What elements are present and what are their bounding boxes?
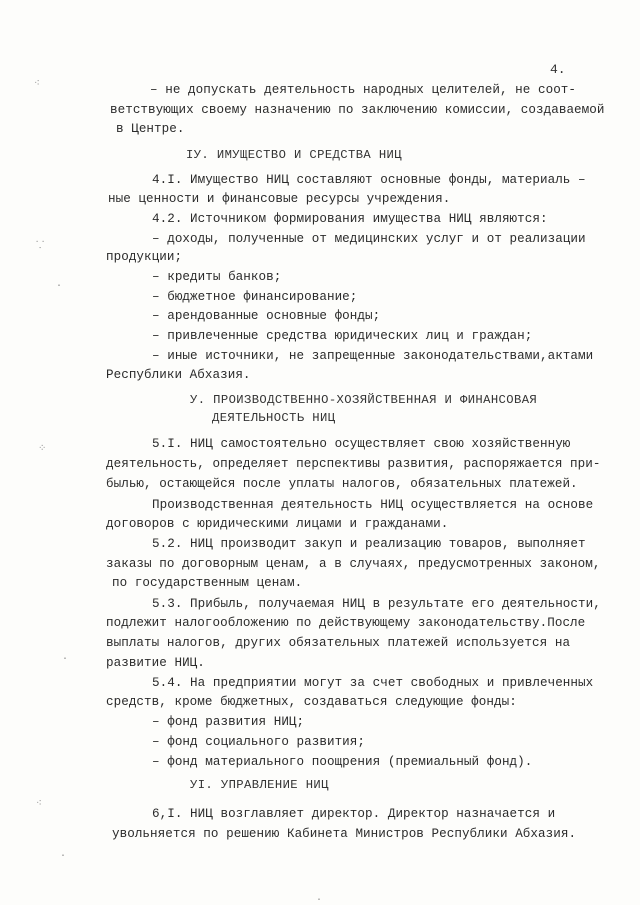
text-line: развитие НИЦ. — [106, 656, 205, 670]
section-heading: ДЕЯТЕЛЬНОСТЬ НИЦ — [212, 411, 336, 425]
scan-speck-icon: ⁘ — [38, 444, 47, 455]
text-line: 5.4. На предприятии могут за счет свободных и привлеченных — [152, 676, 594, 690]
text-line: в Центре. — [116, 122, 185, 136]
text-line: – доходы, полученные от медицинских услуг и от реализации — [152, 232, 586, 246]
text-line: выплаты налогов, других обязательных платежей используется на — [106, 636, 571, 650]
text-line: ветствующих своему назначению по заключению комиссии, создаваемой — [110, 103, 605, 117]
text-line: – не допускать деятельность народных целителей, не соот- — [150, 83, 577, 97]
text-line: по государственным ценам. — [112, 576, 303, 590]
text-line: – кредиты банков; — [152, 270, 282, 284]
text-line: заказы по договорным ценам, а в случаях, предусмотренных законом, — [106, 557, 601, 571]
scan-speck-icon: · — [60, 851, 67, 862]
text-line: – бюджетное финансирование; — [152, 290, 358, 304]
scan-speck-icon: · — [62, 654, 69, 665]
text-line: Производственная деятельность НИЦ осуществляется на основе — [152, 498, 594, 512]
section-heading: УI. УПРАВЛЕНИЕ НИЦ — [190, 778, 329, 792]
text-line: ные ценности и финансовые ресурсы учреждения. — [108, 192, 451, 206]
text-line: – фонд материального поощрения (премиальный фонд). — [152, 755, 533, 769]
text-line: увольняется по решению Кабинета Министров Республики Абхазия. — [112, 827, 577, 841]
text-line: – арендованные основные фонды; — [152, 309, 381, 323]
text-line: – привлеченные средства юридических лиц и граждан; — [152, 329, 533, 343]
scan-speck-icon: ⁖ — [34, 79, 40, 90]
scan-speck-icon: ⸪ — [36, 241, 45, 252]
scan-speck-icon: · — [316, 895, 323, 906]
text-line: – иные источники, не запрещенные законодательствами,актами — [152, 349, 594, 363]
scan-speck-icon: ⁖ — [36, 799, 42, 810]
text-line: 4.I. Имущество НИЦ составляют основные фонды, материаль – — [152, 173, 586, 187]
text-line: договоров с юридическими лицами и гражданами. — [106, 517, 449, 531]
text-line: 5.3. Прибыль, получаемая НИЦ в результате его деятельности, — [152, 597, 601, 611]
text-line: 5.2. НИЦ производит закуп и реализацию товаров, выполняет — [152, 537, 586, 551]
page-number: 4. — [550, 62, 566, 77]
text-line: деятельность, определяет перспективы развития, распоряжается при- — [106, 457, 601, 471]
text-line: продукции; — [106, 250, 183, 264]
text-line: 4.2. Источником формирования имущества НИЦ являются: — [152, 212, 548, 226]
text-line: средств, кроме бюджетных, создаваться следующие фонды: — [106, 695, 517, 709]
text-line: 5.I. НИЦ самостоятельно осуществляет свою хозяйственную — [152, 437, 571, 451]
section-heading: У. ПРОИЗВОДСТВЕННО-ХОЗЯЙСТВЕННАЯ И ФИНАНСОВАЯ — [190, 393, 538, 407]
text-line: былью, остающейся после уплаты налогов, обязательных платежей. — [106, 477, 578, 491]
text-line: подлежит налогообложению по действующему законодательству.После — [106, 616, 586, 630]
text-line: Республики Абхазия. — [106, 368, 251, 382]
text-line: – фонд развития НИЦ; — [152, 715, 305, 729]
text-line: 6,I. НИЦ возглавляет директор. Директор назначается и — [152, 807, 556, 821]
scan-speck-icon: · — [56, 281, 63, 292]
text-line: – фонд социального развития; — [152, 735, 366, 749]
section-heading: IУ. ИМУЩЕСТВО И СРЕДСТВА НИЦ — [186, 148, 402, 162]
